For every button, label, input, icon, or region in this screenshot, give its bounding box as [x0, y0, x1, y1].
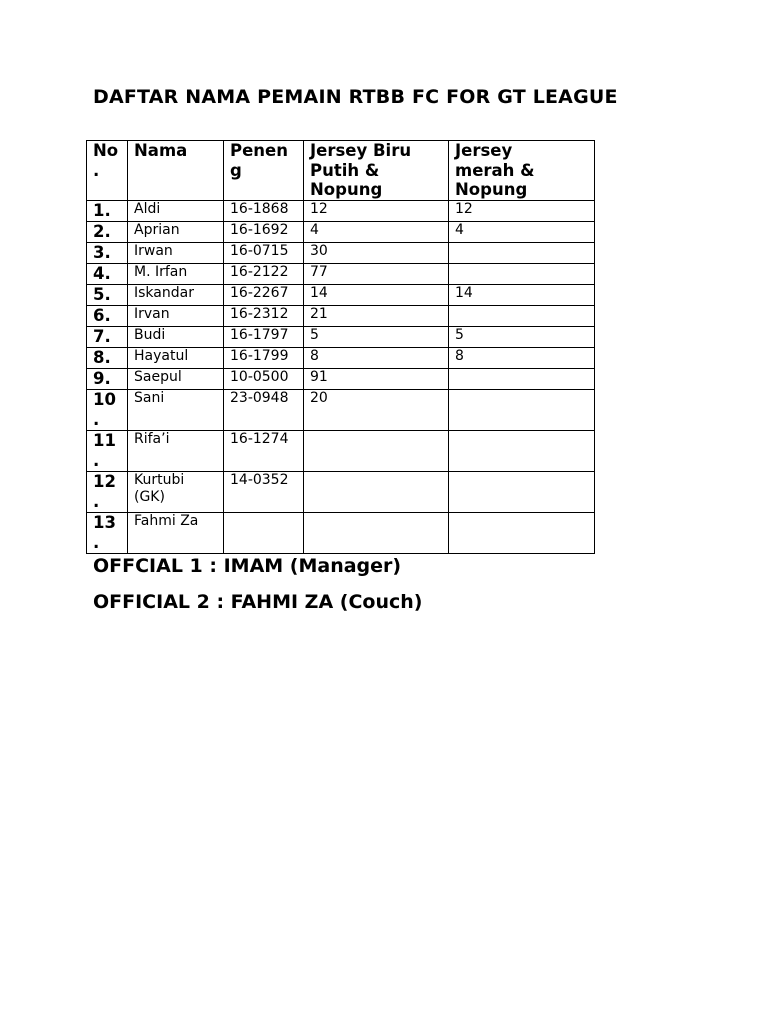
- official-1-line: OFFCIAL 1 : IMAM (Manager): [93, 555, 402, 577]
- cell-jersey-merah: 14: [449, 285, 595, 306]
- cell-jersey-merah: 8: [449, 348, 595, 369]
- official-2-line: OFFICIAL 2 : FAHMI ZA (Couch): [93, 591, 423, 613]
- cell-peneng: 16-2267: [224, 285, 304, 306]
- table-row: [87, 243, 595, 264]
- cell-jersey-biru-putih: 20: [304, 390, 449, 431]
- cell-nama: Saepul: [128, 369, 224, 390]
- cell-no: 5.: [87, 285, 128, 306]
- cell-no: 13 .: [87, 513, 128, 554]
- header-peneng: Penen g: [224, 141, 304, 201]
- cell-no: 4.: [87, 264, 128, 285]
- cell-jersey-biru-putih: 12: [304, 201, 449, 222]
- cell-jersey-biru-putih: 4: [304, 222, 449, 243]
- cell-no: 7.: [87, 327, 128, 348]
- cell-jersey-biru-putih: 5: [304, 327, 449, 348]
- cell-peneng: 16-2312: [224, 306, 304, 327]
- cell-nama: Fahmi Za: [128, 513, 224, 554]
- player-roster-table: [86, 140, 595, 554]
- cell-jersey-merah: [449, 431, 595, 472]
- cell-peneng: 10-0500: [224, 369, 304, 390]
- cell-no: 8.: [87, 348, 128, 369]
- cell-nama: Aldi: [128, 201, 224, 222]
- table-row: [87, 390, 595, 431]
- cell-jersey-merah: 5: [449, 327, 595, 348]
- cell-nama: Budi: [128, 327, 224, 348]
- header-no: No .: [87, 141, 128, 201]
- cell-jersey-merah: [449, 306, 595, 327]
- cell-jersey-merah: [449, 472, 595, 513]
- cell-no: 9.: [87, 369, 128, 390]
- cell-no: 10 .: [87, 390, 128, 431]
- document-title: DAFTAR NAMA PEMAIN RTBB FC FOR GT LEAGUE: [93, 86, 618, 108]
- header-jersey-biru-putih: Jersey Biru Putih & Nopung: [304, 141, 449, 201]
- cell-nama: Aprian: [128, 222, 224, 243]
- cell-nama: Irvan: [128, 306, 224, 327]
- table-row: [87, 264, 595, 285]
- cell-jersey-merah: [449, 369, 595, 390]
- cell-no: 2.: [87, 222, 128, 243]
- cell-jersey-merah: [449, 264, 595, 285]
- header-nama: Nama: [128, 141, 224, 201]
- cell-jersey-biru-putih: 77: [304, 264, 449, 285]
- cell-peneng: 23-0948: [224, 390, 304, 431]
- cell-peneng: [224, 513, 304, 554]
- cell-jersey-biru-putih: 8: [304, 348, 449, 369]
- cell-peneng: 16-1797: [224, 327, 304, 348]
- cell-peneng: 14-0352: [224, 472, 304, 513]
- table-header-row: [87, 141, 595, 201]
- table-row: [87, 348, 595, 369]
- cell-jersey-biru-putih: [304, 513, 449, 554]
- cell-peneng: 16-0715: [224, 243, 304, 264]
- cell-nama: Kurtubi (GK): [128, 472, 224, 513]
- table-row: [87, 327, 595, 348]
- cell-jersey-merah: [449, 390, 595, 431]
- cell-peneng: 16-1692: [224, 222, 304, 243]
- cell-nama: Iskandar: [128, 285, 224, 306]
- cell-jersey-biru-putih: 30: [304, 243, 449, 264]
- cell-no: 12 .: [87, 472, 128, 513]
- cell-jersey-biru-putih: 91: [304, 369, 449, 390]
- cell-nama: Sani: [128, 390, 224, 431]
- table-row: [87, 513, 595, 554]
- table-row: [87, 472, 595, 513]
- cell-peneng: 16-1274: [224, 431, 304, 472]
- cell-jersey-biru-putih: 21: [304, 306, 449, 327]
- cell-nama: Irwan: [128, 243, 224, 264]
- cell-jersey-merah: [449, 243, 595, 264]
- table-row: [87, 222, 595, 243]
- cell-jersey-merah: 4: [449, 222, 595, 243]
- table-row: [87, 285, 595, 306]
- cell-peneng: 16-1799: [224, 348, 304, 369]
- table-row: [87, 306, 595, 327]
- cell-jersey-merah: 12: [449, 201, 595, 222]
- cell-nama: M. Irfan: [128, 264, 224, 285]
- cell-no: 11 .: [87, 431, 128, 472]
- cell-no: 3.: [87, 243, 128, 264]
- cell-jersey-biru-putih: 14: [304, 285, 449, 306]
- table-row: [87, 201, 595, 222]
- table-row: [87, 369, 595, 390]
- cell-nama: Hayatul: [128, 348, 224, 369]
- cell-peneng: 16-1868: [224, 201, 304, 222]
- table-body: [87, 201, 595, 554]
- cell-jersey-biru-putih: [304, 472, 449, 513]
- cell-peneng: 16-2122: [224, 264, 304, 285]
- cell-no: 6.: [87, 306, 128, 327]
- cell-no: 1.: [87, 201, 128, 222]
- cell-jersey-merah: [449, 513, 595, 554]
- header-jersey-merah: Jersey merah & Nopung: [449, 141, 595, 201]
- table-row: [87, 431, 595, 472]
- cell-nama: Rifa’i: [128, 431, 224, 472]
- cell-jersey-biru-putih: [304, 431, 449, 472]
